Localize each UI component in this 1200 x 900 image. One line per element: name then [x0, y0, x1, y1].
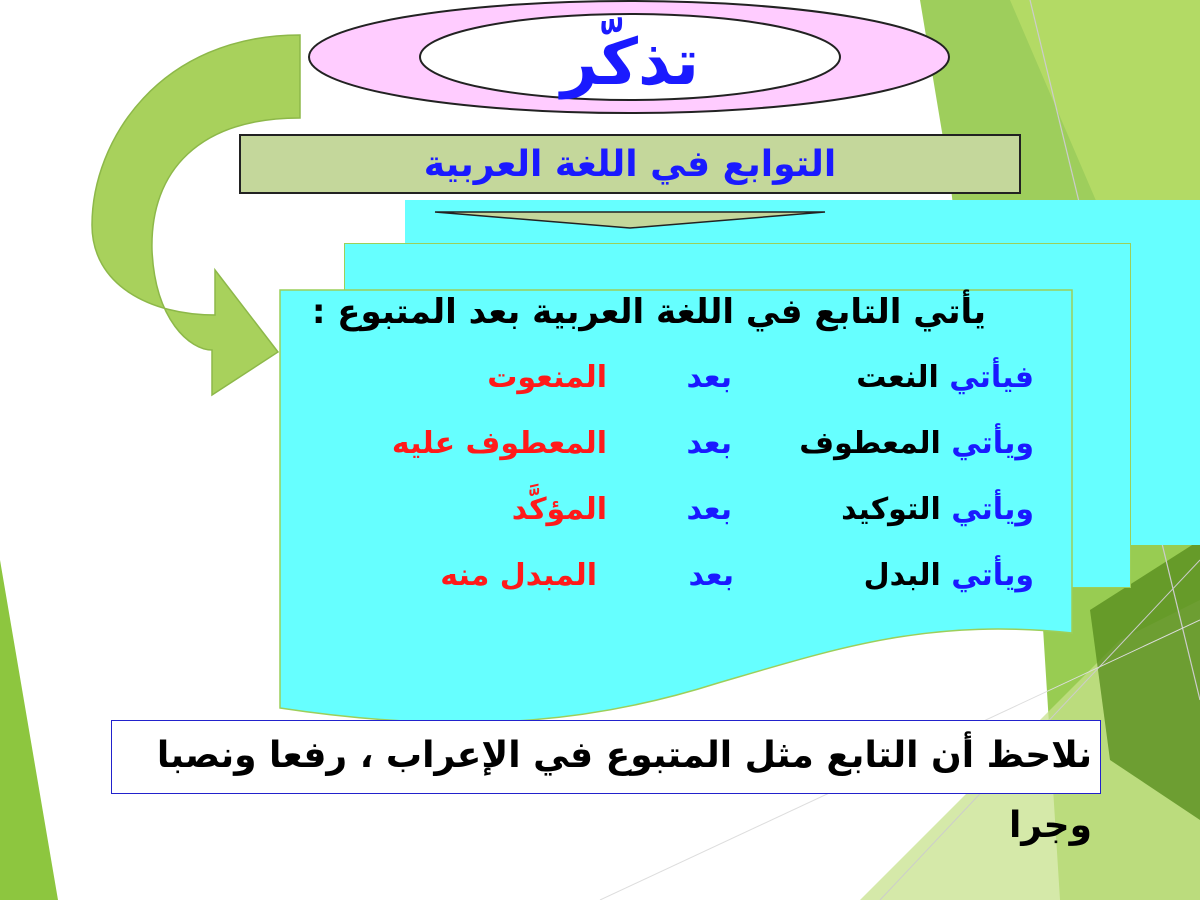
down-arrow-icon [425, 194, 835, 234]
row-noun: البدل [863, 558, 941, 593]
row-verb: ويأتي [940, 558, 1034, 593]
row-target: المنعوت [487, 360, 607, 395]
row-mid: بعد [686, 360, 732, 395]
row-noun: التوكيد [841, 492, 941, 527]
row-target: المعطوف عليه [391, 426, 607, 461]
intro-line: يأتي التابع في اللغة العربية بعد المتبوع : [311, 292, 986, 332]
row-mid: بعد [686, 426, 732, 461]
row-noun: النعت [856, 360, 939, 395]
row-naat-rest [280, 360, 1072, 420]
row-mid: بعد [686, 492, 732, 527]
row-atf-rest [280, 426, 1072, 486]
row-verb: فيأتي [938, 360, 1034, 395]
row-badal-rest [280, 558, 1072, 618]
page-title: تذكّر [560, 26, 700, 100]
row-target: المؤكَّد [511, 492, 607, 527]
row-verb: ويأتي [940, 492, 1034, 527]
note-box: نلاحظ أن التابع مثل المتبوع في الإعراب ، رفعا ونصبا وجرا [111, 720, 1101, 794]
subtitle-banner: التوابع في اللغة العربية [239, 134, 1021, 194]
row-tawkid-rest [280, 492, 1072, 552]
curved-arrow-icon [92, 35, 300, 395]
row-mid: بعد [688, 558, 734, 593]
decor-green-left [0, 560, 58, 900]
row-noun: المعطوف [799, 426, 941, 461]
row-verb: ويأتي [940, 426, 1034, 461]
row-target: المبدل منه [440, 558, 597, 593]
